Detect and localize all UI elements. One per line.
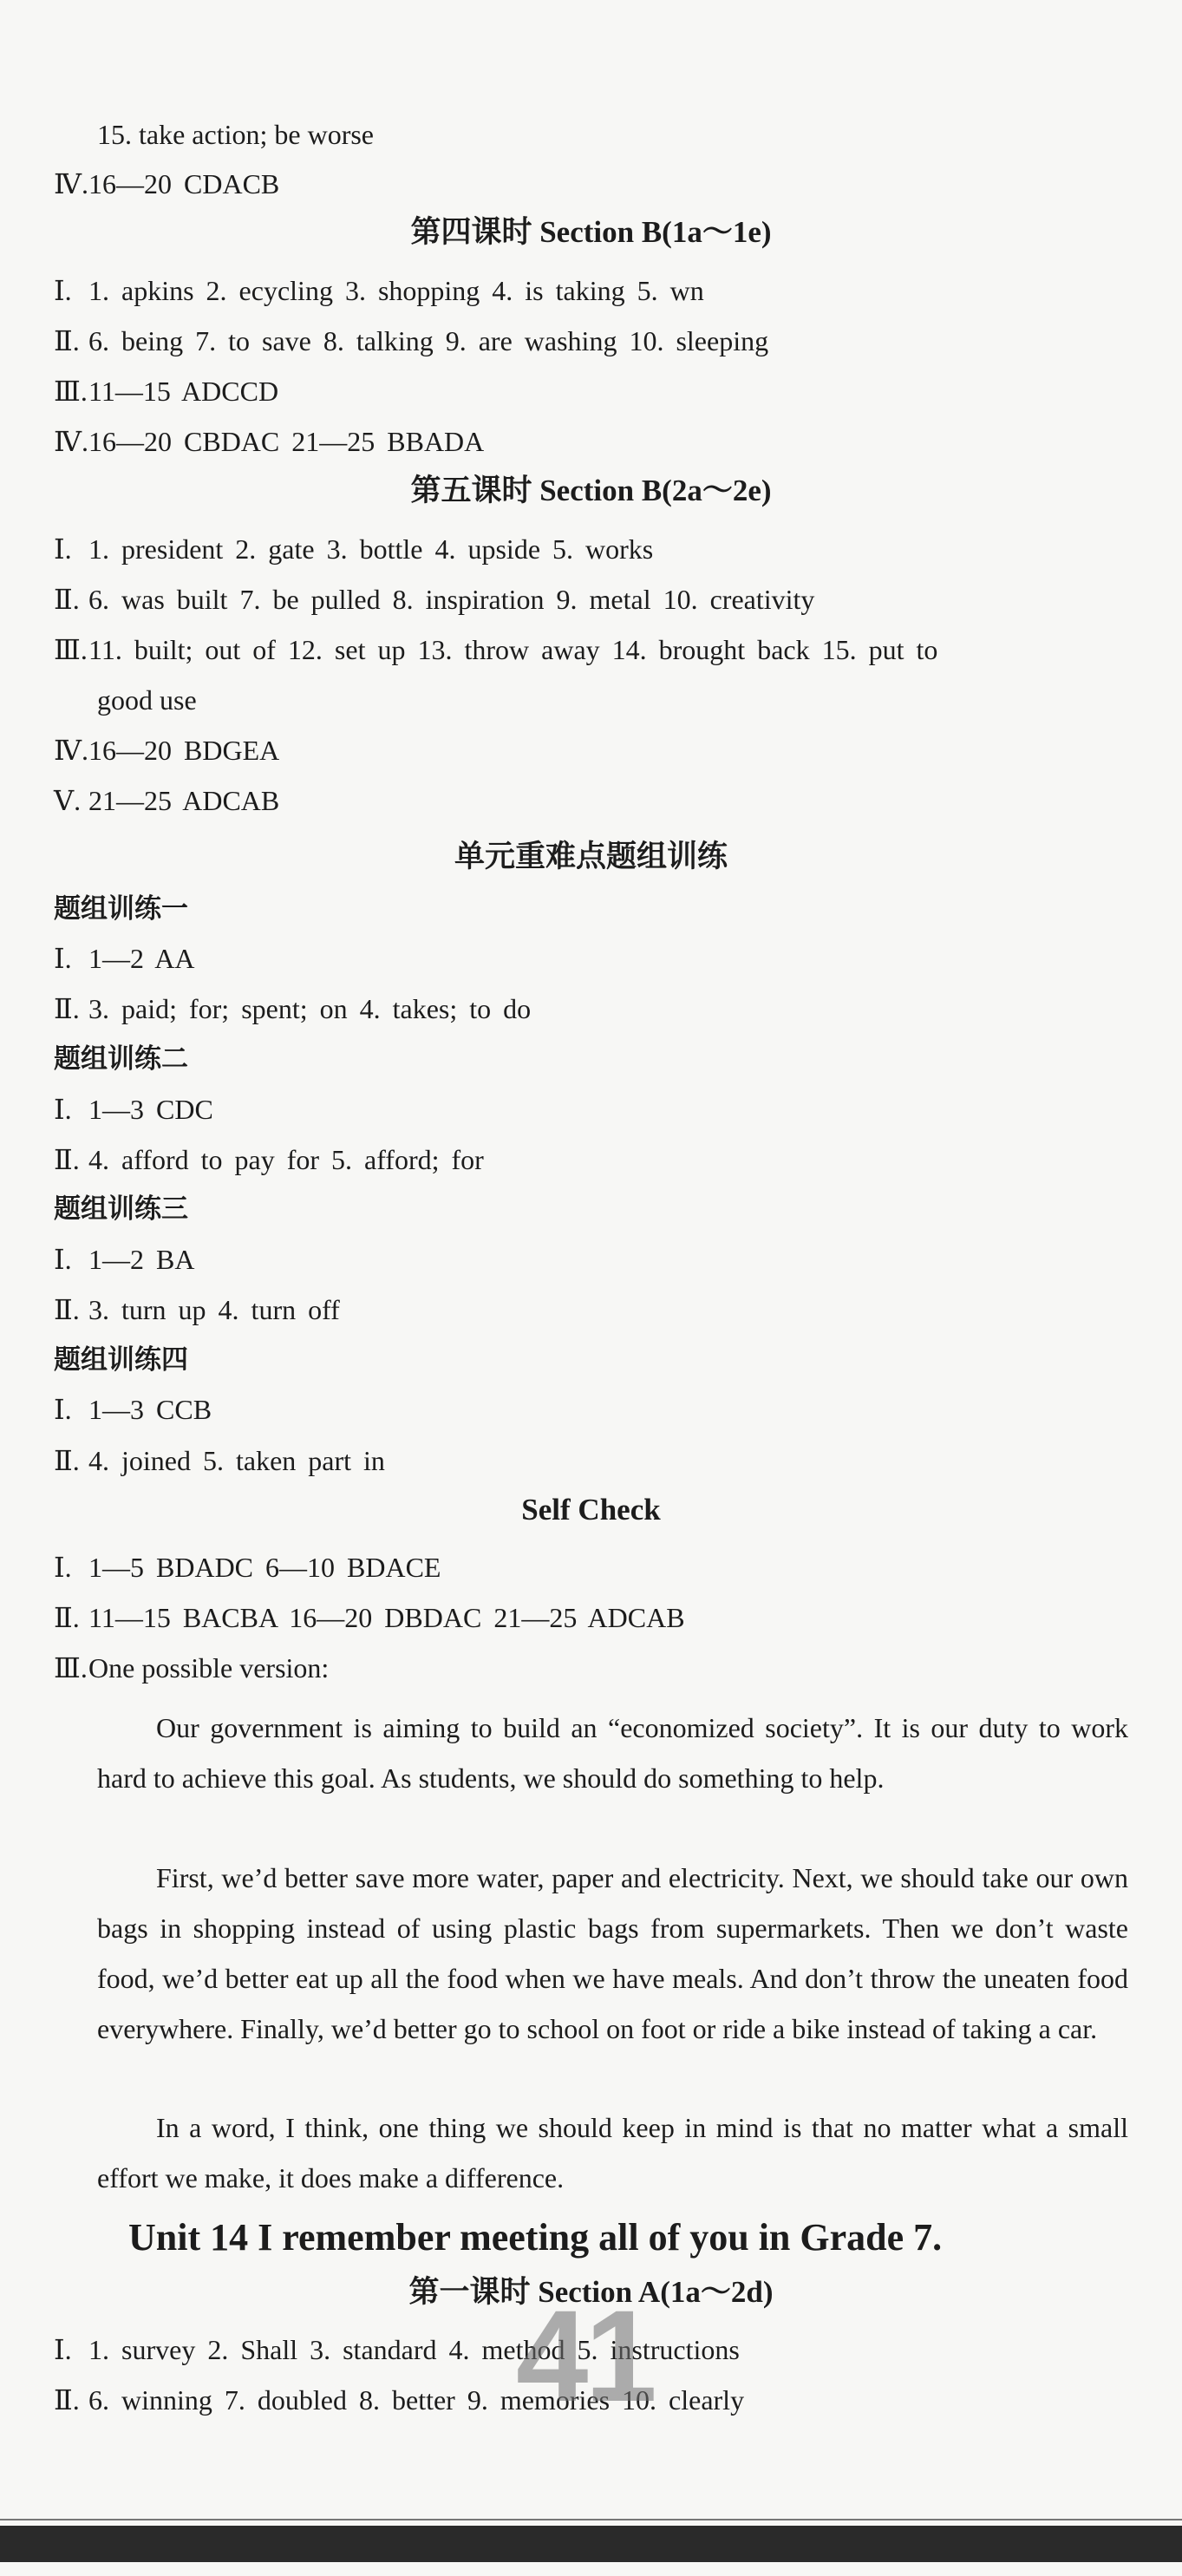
answer-line: Ⅰ. 1—2 AA — [54, 943, 195, 974]
essay-paragraph: Our government is aiming to build an “economized society”. It is our duty to work hard to achieve this goal. As students, we should do something to help. — [97, 1712, 1128, 1794]
group-label: 题组训练三 — [54, 1193, 188, 1225]
answer-line: Ⅱ. 4. joined 5. taken part in — [54, 1445, 385, 1476]
answer-line: 15. take action; be worse — [97, 119, 374, 150]
section-heading: Self Check — [521, 1493, 661, 1527]
section-heading: 单元重难点题组训练 — [454, 840, 728, 873]
answer-line: Ⅲ.One possible version: — [54, 1652, 330, 1684]
roman-numeral: Ⅳ. — [54, 168, 88, 199]
answer-line: Ⅰ. 1. survey 2. Shall 3. standard 4. method 5. instructions — [54, 2334, 740, 2365]
footer-rule — [0, 2519, 1182, 2520]
section-heading: 第一课时 Section A(1a～2d) — [408, 2275, 774, 2309]
answer-line: Ⅱ. 11—15 BACBA 16—20 DBDAC 21—25 ADCAB — [54, 1602, 685, 1633]
answer-line: Ⅲ.11. built; out of 12. set up 13. throw away 14. brought back 15. put to — [54, 634, 938, 665]
answer-line: Ⅰ. 1—2 BA — [54, 1244, 195, 1275]
answer-line-continued: good use — [97, 684, 197, 716]
answer-line: Ⅱ. 4. afford to pay for 5. afford; for — [54, 1144, 484, 1175]
answer-line: Ⅳ.16—20 CBDAC 21—25 BBADA — [54, 426, 485, 457]
answer-line: Ⅲ.11—15 ADCCD — [54, 376, 279, 407]
section-heading: 第五课时 Section B(2a～2e) — [410, 474, 772, 507]
answer-line: Ⅱ. 6. winning 7. doubled 8. better 9. memories 10. clearly — [54, 2384, 745, 2416]
essay-paragraph: In a word, I think, one thing we should keep in mind is that no matter what a small effort we make, it does make a difference. — [97, 2112, 1128, 2194]
answer-line: Ⅰ. 1—3 CCB — [54, 1394, 212, 1425]
footer-bar — [0, 2526, 1182, 2562]
answer-line: Ⅱ. 6. was built 7. be pulled 8. inspiration 9. metal 10. creativity — [54, 584, 815, 615]
section-heading: 第四课时 Section B(1a～1e) — [410, 215, 772, 249]
answer-line: Ⅴ. 21—25 ADCAB — [54, 785, 280, 816]
answer-line: Ⅱ. 6. being 7. to save 8. talking 9. are washing 10. sleeping — [54, 325, 769, 356]
answer-line: Ⅳ.16—20 CDACB — [54, 168, 280, 199]
answer-line: Ⅱ. 3. paid; for; spent; on 4. takes; to do — [54, 993, 532, 1024]
essay-paragraph: First, we’d better save more water, paper and electricity. Next, we should take our own bags in shopping instead of using plastic bags from supermarkets. Then we don’t waste food, we’d better eat up all the food when we have meals. And don’t throw the uneaten food everywhere. Finally, we’d better go to school on foot or ride a bike instead of taking a car. — [97, 1862, 1128, 2044]
unit-title: Unit 14 I remember meeting all of you in Grade 7. — [128, 2216, 943, 2259]
group-label: 题组训练四 — [54, 1344, 188, 1376]
answer-line: Ⅰ. 1—5 BDADC 6—10 BDACE — [54, 1552, 441, 1583]
answer-line: Ⅰ. 1. president 2. gate 3. bottle 4. upside 5. works — [54, 533, 654, 565]
group-label: 题组训练二 — [54, 1043, 188, 1075]
page-number: 41 — [516, 2283, 654, 2429]
group-label: 题组训练一 — [54, 893, 188, 925]
answer-line: Ⅱ. 3. turn up 4. turn off — [54, 1294, 340, 1325]
answer-line: Ⅰ. 1. apkins 2. ecycling 3. shopping 4. is taking 5. wn — [54, 275, 704, 306]
answer-line: Ⅳ.16—20 BDGEA — [54, 735, 280, 766]
answer-line: Ⅰ. 1—3 CDC — [54, 1094, 213, 1125]
